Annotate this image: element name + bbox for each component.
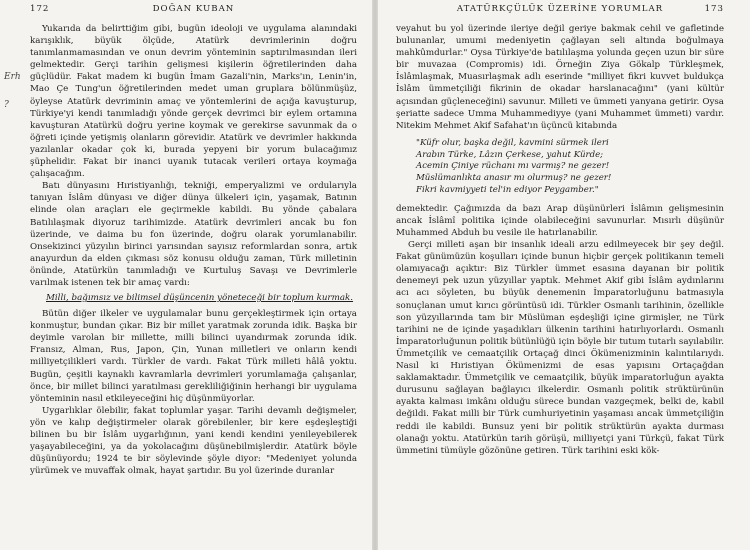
poem-line: "Küfr olur, başka değil, kavmini sürmek ileri xyxy=(416,137,609,148)
right-running-head: ATATÜRKÇÜLÜK ÜZERİNE YORUMLAR xyxy=(456,4,664,14)
paragraph: veyahut bu yol üzerinde ileriye değil geriye bakmak cehil ve gafletinde bulunanlar, umumi medeniyetin çağlayan seli altında boğulmaya mahkûmdurlar." Oysa Türkiye'de batılılaşma yolunda geçen uzun bir süre bir muvazaa (Compromis) idi. Örneğin Ziya Gökalp Türkleşmek, İslâmlaşmak, Muasırlaşmak adlı eserinde "milliyet fikri kuvvet buldukça İslâm ümmetçiliği fikrinin de okadar harslanacağını" (yani kültür açısından güçleneceğini) savunur. Milleti ve ümmeti yanyana getirir. Oysa şeriatte sadece Umma Muhammediyye (yani Muhammet ümmeti) vardır. Nitekim Mehmet Akif Safahat'ın üçüncü kitabında xyxy=(396,24,724,131)
poem-quote xyxy=(416,138,724,197)
handwritten-margin-note: ? xyxy=(4,100,9,110)
poem-line: Arabın Türke, Lâzın Çerkese, yahut Kürde; xyxy=(416,149,604,160)
paragraph: Bütün diğer ilkeler ve uygulamalar bunu gerçekleştirmek için ortaya konmuştur, bundan çıkar. Biz bir millet yaratmak zorunda idik. Başka bir deyimle varolan bir millette, milli bilinci uyandırmak zorunda idik. Fransız, Alman, Rus, Japon, Çin, Yunan milletleri ve onların kendi milliyetçilikleri vardı. Türkler de vardı. Fakat Türk milleti hâlâ yoktu. Bugün, çeşitli kaynaklı kavramlarla devrimleri yorumlamağa çalışanlar, önce, bir millet bilinci yaratılması gerekliliğiğinin herhangi bir uygulama yönteminin nasıl etkileyeceğini hiç düşünmüyorlar. xyxy=(30,309,357,404)
left-body-text xyxy=(30,23,357,477)
handwritten-margin-note: Erh xyxy=(4,72,21,82)
paragraph: Yukarıda da belirttiğim gibi, bugün ideoloji ve uygulama alanındaki karışıklık, büyük ölçüde, Atatürk devrimlerinin doğru tanımlanmamasından ve onun devrim yönteminin saptırılmasından ileri gelmektedir. Gerçi tarihin gelişmesi kişilerin öğretilerinden daha güçlüdür. Fakat madem ki bugün İmam Gazali'nin, Marks'ın, Lenin'in, Mao Çe Tung'un öğretilerinden medet uman gruplara bölünmüşüz, öyleyse Atatürk devriminin amaç ve yöntemlerini de açığa kavuşturup, Türkiye'yi kendi tanımladığı yönde gerçek devrimci bir eylem ortamına kavuşturan Atatürkü doğru yerine koymak ve gerekirse savunmak da o öğreti içinde yetişmiş olanların görevidir. Atatürk ve devrimler hakkında yazılanlar okadar çok ki, burada yepyeni bir yorum bulacağımız şüphelidir. Fakat bir inanci uyanık tutacak verileri ortaya koymağa çalışacağım. xyxy=(30,24,357,180)
paragraph: Uygarlıklar ölebilir, fakat toplumlar yaşar. Tarihi devamlı değişmeler, yön ve kalıp değiştirmeler olarak görebilenler, bir kere eşdeşleştiği bilinen bu bir İslâm uygarlığının, yani kendi kendini yenileyebilerek yaşayabileceğini, ya da yokolacağını düşünebilmişlerdir. Atatürk böyle düşünüyordu; 1924 te bir söylevinde şöyle diyor: "Medeniyet yolunda yürümek ve muvaffak olmak, hayat şartıdır. Bu yol üzerinde duranlar xyxy=(30,405,357,477)
left-running-head: DOĞAN KUBAN xyxy=(152,4,235,14)
poem-line: Acemin Çiniye rüchanı mı varmış? ne gezer! xyxy=(416,161,610,172)
poem-line: Müslümanlıkta anasır mı olurmuş? ne gezer! xyxy=(416,173,612,184)
paragraph: Batı dünyasını Hıristiyanlığı, tekniği, emperyalizmi ve ordularıyla tanıyan İslâm dünyası ve diğer dünya ülkeleri için, yaşamak, Batının elinde olan araçları ele geçirmekle kabildi. Bu yönde çabalara Batılılaşmak diyoruz tarihimizde. Atatürk devrimleri ancak bu fon üzerinde, ve daima bu fon üzerinde, doğru olarak yorumlanabilir. Onsekizinci yüzyılın birinci yarısından sayısız reformlardan sonra, artık anayurdun da elden çıkması söz konusu olduğu zaman, Türk milletinin önünde, Atatürkün tanımladığı ve Kurtuluş Savaşı ve Devrimlerle varılmak istenen tek bir amaç vardı: xyxy=(30,181,357,288)
paragraph: demektedir. Çağımızda da bazı Arap düşünürleri İslâmın gelişmesinin ancak İslâmî politika içinde olabileceğini savunurlar. Mısırlı düşünür Muhammed Abduh bu vesile ile hatırlanabilir. xyxy=(396,203,724,239)
left-running-header xyxy=(30,2,357,20)
underlined-thesis: Milli, bağımsız ve bilimsel düşüncenin yöneteceği bir toplum kurmak. xyxy=(46,293,354,304)
right-page-number: 173 xyxy=(704,4,724,14)
right-page xyxy=(376,0,750,550)
right-running-header xyxy=(396,2,724,20)
poem-line: Fikri kavmiyyeti tel'in ediyor Peygamber." xyxy=(416,185,599,196)
paragraph: Gerçi milleti aşan bir insanlık ideali arzu edilmeyecek bir şey değil. Fakat günümüzün koşulları içinde bunun hiçbir gerçek politikanın temeli olamıyacağı açıktır: Biz Türkler ümmet esasına dayanan bir politik denemeyi pek uzun yüzyıllar yaptık. Mehmet Akif gibi İslâm aydınlarını acı acı söyleten, bu büyük denemenin İmparatorluğunu batmasıyla sonuçlanan umut kırıcı görüntüsü idi. Türkler Osmanlı tarihinin, özellikle son yüzyıllarında tam bir Müslüman eşdeşliği içine girmişler, ne Türk tarihini ne de içinde yaşadıkları ülkenin tarihini hatırlıyorlardı. Osmanlı İmparatorluğunun politik bütünlüğü için böyle bir tutum tutarlı sayılabilir. Ümmetçilik ve cemaatçilik Ortaçağ dinci Ökümenizminin kalıntılarıydı. Nasıl ki Hıristiyan Ökümenizmi de esas yapısını Ortaçağdan saklamaktadır. Ümmetçilik ve cemaatçilik, büyük imparatorluğun ayakta durusunu sağlayan bağlayıcı ilkelerdir. Osmanlı politik strüktürünün ayakta kalması imkânı olduğu sürece bundan vazgeçmek, belki de, kabil değildi. Fakat milli bir Türk cumhuriyetinin yaşaması ancak ümmetçiliğin reddi ile kabildi. Bunsuz yeni bir politik strüktürün ayakta durması olanağı yoktu. Atatürkün tarih görüşü, milliyetçi yani Türkçü, fakat Türk ümmetini tümüyle gözönüne getiren. Türk tarihini eski kök- xyxy=(396,240,724,456)
left-page-number: 172 xyxy=(30,4,50,14)
right-body-text xyxy=(396,23,724,457)
